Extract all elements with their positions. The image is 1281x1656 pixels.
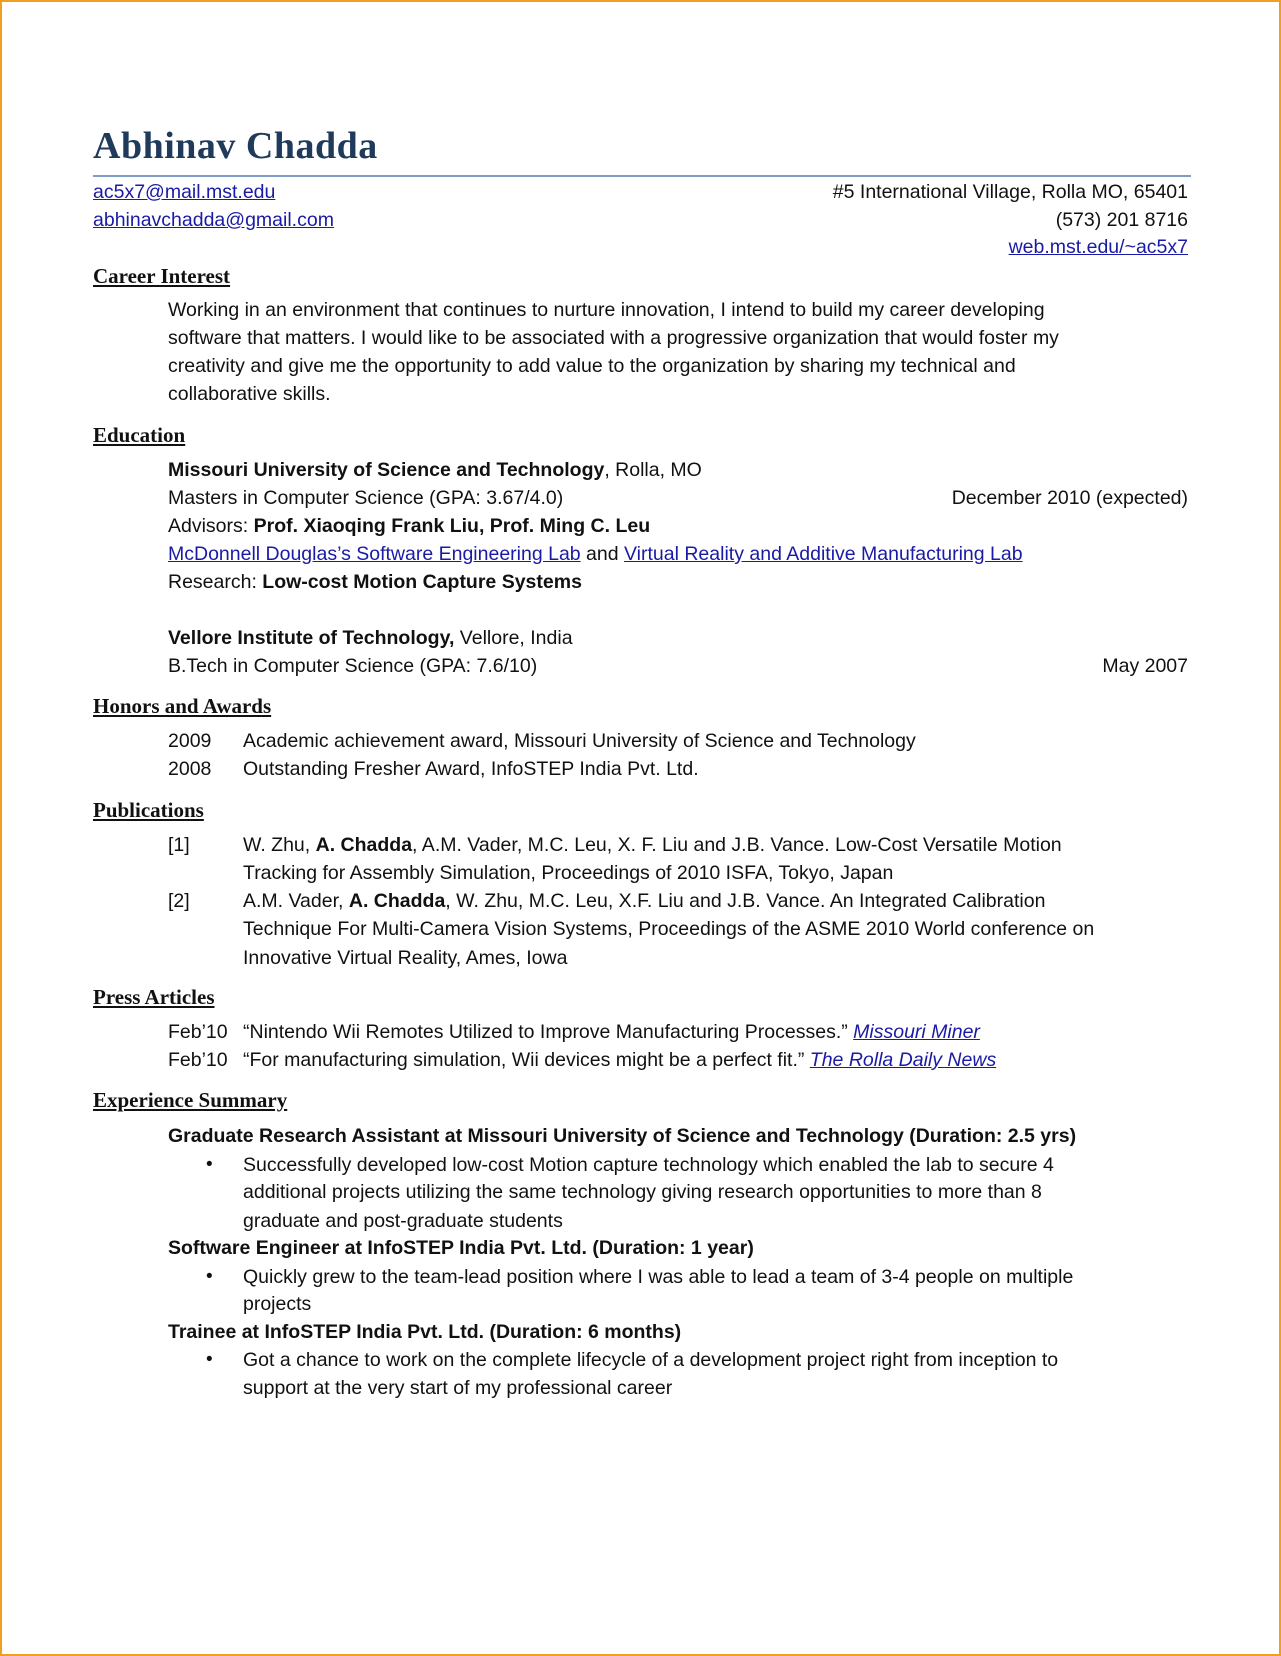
press-date: Feb’10 (168, 1049, 228, 1071)
career-line: Working in an environment that continues to nurture innovation, I intend to build my career developing (168, 299, 1045, 321)
pub-authors (243, 833, 1062, 857)
vit-degree: B.Tech in Computer Science (GPA: 7.6/10) (168, 655, 538, 677)
school-name: Vellore Institute of Technology, (168, 627, 455, 649)
school-name: Missouri University of Science and Technology (168, 459, 605, 481)
bullet-icon: • (206, 1154, 213, 1175)
bullet-icon: • (206, 1266, 213, 1287)
job-title: Trainee at InfoSTEP India Pvt. Ltd. (Duration: 6 months) (168, 1321, 682, 1343)
honors-heading: Honors and Awards (93, 694, 272, 718)
honor-year: 2009 (168, 730, 212, 752)
email-link-school[interactable]: ac5x7@mail.mst.edu (93, 181, 276, 203)
research-topic: Low-cost Motion Capture Systems (262, 571, 582, 593)
career-line: software that matters. I would like to be associated with a progressive organization that would foster my (168, 327, 1059, 349)
lab-link-software[interactable]: McDonnell Douglas’s Software Engineering Lab (168, 543, 581, 565)
job-title: Software Engineer at InfoSTEP India Pvt. Ltd. (Duration: 1 year) (168, 1237, 754, 1259)
pub-line: Tracking for Assembly Simulation, Proceedings of 2010 ISFA, Tokyo, Japan (243, 862, 894, 884)
advisors: Prof. Xiaoqing Frank Liu, Prof. Ming C. Leu (253, 515, 651, 537)
mst-research (168, 570, 582, 594)
press-title: “For manufacturing simulation, Wii devices might be a perfect fit.” (243, 1049, 810, 1071)
school-location: , Rolla, MO (604, 459, 702, 481)
career-line: creativity and give me the opportunity to add value to the organization by sharing my technical and (168, 355, 1016, 377)
pub-author-self: A. Chadda (348, 890, 446, 912)
press-item (243, 1020, 980, 1044)
publications-heading: Publications (93, 798, 204, 822)
vit-date: May 2007 (1102, 655, 1188, 677)
honor-text: Academic achievement award, Missouri University of Science and Technology (243, 730, 916, 752)
email-link-gmail[interactable]: abhinavchadda@gmail.com (93, 209, 334, 231)
mst-school (168, 458, 702, 482)
education-heading: Education (93, 423, 186, 447)
job-line: Successfully developed low-cost Motion capture technology which enabled the lab to secure 4 (243, 1154, 1054, 1176)
job-line: Got a chance to work on the complete lifecycle of a development project right from inception to (243, 1349, 1059, 1371)
resume-name: Abhinav Chadda (93, 125, 378, 167)
mst-labs (168, 542, 1023, 566)
press-date: Feb’10 (168, 1021, 228, 1043)
pub-number: [2] (168, 890, 190, 912)
press-source-link[interactable]: The Rolla Daily News (809, 1049, 997, 1071)
bullet-icon: • (206, 1349, 213, 1370)
honor-text: Outstanding Fresher Award, InfoSTEP India Pvt. Ltd. (243, 758, 699, 780)
pub-text: , W. Zhu, M.C. Leu, X.F. Liu and J.B. Vance. An Integrated Calibration (445, 890, 1046, 912)
lab-link-vr[interactable]: Virtual Reality and Additive Manufacturing Lab (624, 543, 1023, 565)
address: #5 International Village, Rolla MO, 65401 (832, 181, 1188, 203)
press-title: “Nintendo Wii Remotes Utilized to Improve Manufacturing Processes.” (243, 1021, 854, 1043)
job-line: support at the very start of my professional career (243, 1377, 673, 1399)
press-heading: Press Articles (93, 985, 215, 1009)
advisors-label: Advisors: (168, 515, 254, 537)
header-divider (93, 175, 1191, 177)
phone: (573) 201 8716 (1055, 209, 1188, 231)
job-line: graduate and post-graduate students (243, 1210, 563, 1232)
mst-advisors (168, 514, 650, 538)
pub-line: Innovative Virtual Reality, Ames, Iowa (243, 947, 568, 969)
press-source-link[interactable]: Missouri Miner (853, 1021, 980, 1043)
job-title: Graduate Research Assistant at Missouri University of Science and Technology (Duration: 2.5 yrs) (168, 1125, 1077, 1147)
experience-heading: Experience Summary (93, 1088, 288, 1112)
press-item (243, 1048, 996, 1072)
honor-year: 2008 (168, 758, 212, 780)
pub-line: Technique For Multi-Camera Vision Systems, Proceedings of the ASME 2010 World conference on (243, 918, 1095, 940)
pub-number: [1] (168, 834, 190, 856)
job-line: additional projects utilizing the same technology giving research opportunities to more than 8 (243, 1181, 1042, 1203)
and-text: and (580, 543, 625, 565)
school-location: Vellore, India (454, 627, 573, 649)
pub-authors (243, 889, 1045, 913)
research-label: Research: (168, 571, 263, 593)
job-line: Quickly grew to the team-lead position where I was able to lead a team of 3-4 people on multiple (243, 1266, 1074, 1288)
website-link[interactable]: web.mst.edu/~ac5x7 (1008, 236, 1188, 258)
pub-text: A.M. Vader, (243, 890, 349, 912)
career-line: collaborative skills. (168, 383, 331, 405)
mst-date: December 2010 (expected) (951, 487, 1188, 509)
mst-degree: Masters in Computer Science (GPA: 3.67/4.0) (168, 487, 564, 509)
pub-author-self: A. Chadda (315, 834, 413, 856)
career-interest-heading: Career Interest (93, 264, 231, 288)
pub-text: W. Zhu, (243, 834, 316, 856)
vit-school (168, 626, 573, 650)
job-line: projects (243, 1293, 312, 1315)
pub-text: , A.M. Vader, M.C. Leu, X. F. Liu and J.B. Vance. Low-Cost Versatile Motion (412, 834, 1062, 856)
